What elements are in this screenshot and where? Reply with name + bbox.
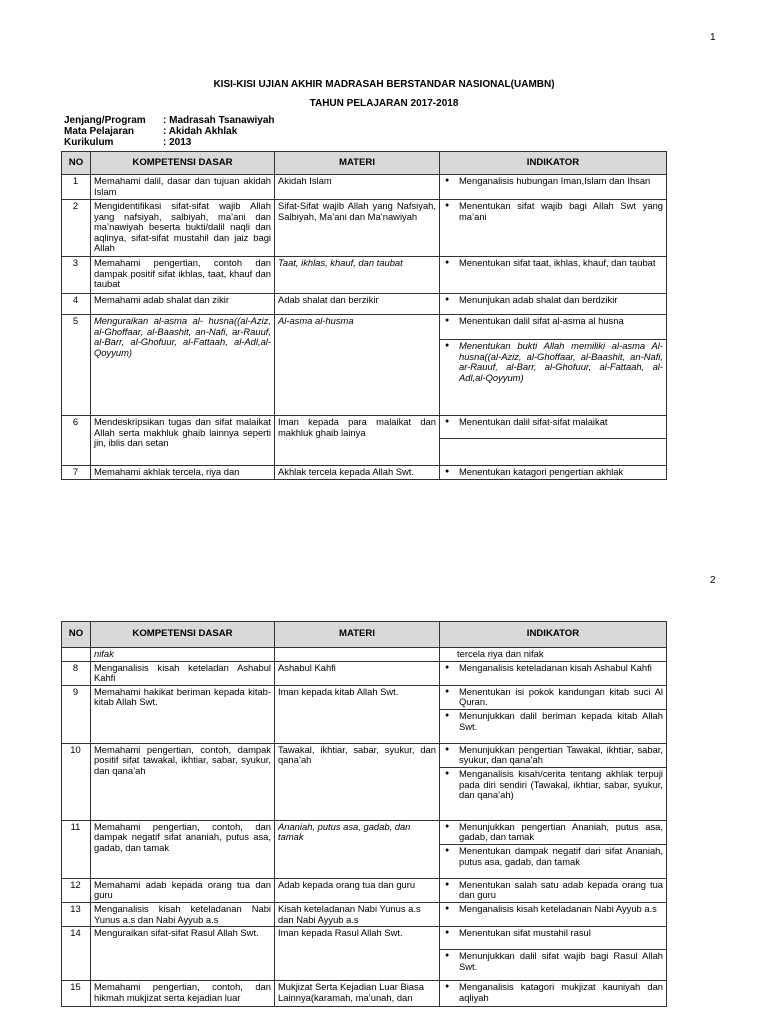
table-row xyxy=(62,902,667,926)
document-title: KISI-KISI UJIAN AKHIR MADRASAH BERSTANDAR NASIONAL(UAMBN) xyxy=(213,79,555,90)
row-no: 3 xyxy=(62,257,91,294)
row-no: 8 xyxy=(62,661,91,685)
indikator-item xyxy=(440,845,666,877)
row-kompetensi: Memahami dalil, dasar dan tujuan akidah Islam xyxy=(91,175,275,200)
header-indikator: INDIKATOR xyxy=(440,622,667,648)
bullet-icon: ● xyxy=(445,880,450,888)
row-materi: Kisah keteladanan Nabi Yunus a.s dan Nabi Ayyub a.s xyxy=(275,902,440,926)
meta-row xyxy=(64,126,275,137)
header-indikator: INDIKATOR xyxy=(440,152,667,175)
row-kompetensi xyxy=(91,466,275,480)
row-materi: Sifat-Sifat wajib Allah yang Nafsiyah, Salbiyah, Ma’ani dan Ma’nawiyah xyxy=(275,200,440,257)
table-row xyxy=(62,820,667,878)
row-kompetensi: Memahami pengertian, contoh, dan dampak negatif sifat ananiah, putus asa, gadab, dan tamak xyxy=(91,820,275,878)
row-materi: Iman kepada para malaikat dan makhluk ghaib lainya xyxy=(275,416,440,466)
indikator-text: Menunjukkan pengertian Ananiah, putus asa, gadab, dan tamak xyxy=(459,820,663,843)
indikator-text: Menunjukkan dalil beriman kepada kitab Allah Swt. xyxy=(459,709,663,732)
row-materi: Tawakal, ikhtiar, sabar, syukur, dan qana’ah xyxy=(275,743,440,820)
bullet-icon: ● xyxy=(445,687,450,695)
row-materi: Al-asma al-husma xyxy=(275,315,440,416)
row-materi: Iman kepada Rasul Allah Swt. xyxy=(275,927,440,981)
row-kompetensi: Menguraikan al-asma al- husna((al-Aziz, al-Ghoffaar, al-Baashit, an-Nafi, ar-Rauuf, al-Barr, al-Ghofuur, al-Fattaah, al-Adl,al-Qoyyum) xyxy=(91,315,275,416)
page-number: 1 xyxy=(710,32,716,43)
indikator-text: Menunjukkan dalil sifat wajib bagi Rasul Allah Swt. xyxy=(459,950,663,972)
row-materi: Mukjizat Serta Kejadian Luar Biasa Lainnya(karamah, ma’unah, dan xyxy=(275,981,440,1007)
row-no: 10 xyxy=(62,743,91,820)
indikator-text: Menunjukan adab shalat dan berdzikir xyxy=(459,294,618,305)
indikator-item xyxy=(440,662,666,675)
indikator-item xyxy=(440,340,666,412)
row-materi: Ananiah, putus asa, gadab, dan tamak xyxy=(275,820,440,878)
indikator-item xyxy=(440,257,666,270)
bullet-icon: ● xyxy=(445,822,450,830)
row-no: 12 xyxy=(62,878,91,902)
row-materi: Taat, ikhlas, khauf, dan taubat xyxy=(275,257,440,294)
row-kompetensi: Memahami pengertian, contoh dan dampak positif sifat ikhlas, taat, khauf dan taubat xyxy=(91,257,275,294)
bullet-icon: ● xyxy=(445,929,450,937)
page-number: 2 xyxy=(710,575,716,586)
meta-value: : Akidah Akhlak xyxy=(163,126,238,137)
row-no: 11 xyxy=(62,820,91,878)
row-no: 1 xyxy=(62,175,91,200)
row-materi-text: Akhlak tercela kepada Allah Swt. xyxy=(278,467,415,477)
indikator-item-empty xyxy=(440,439,666,459)
row-indikator xyxy=(440,743,667,820)
row-no: 4 xyxy=(62,294,91,315)
indikator-item xyxy=(440,200,666,223)
indikator-text: Menentukan sifat wajib bagi Allah Swt yang ma’ani xyxy=(459,200,663,222)
indikator-text: Menentukan salah satu adab kepada orang tua dan guru xyxy=(459,878,663,901)
bullet-icon: ● xyxy=(445,846,450,854)
row-materi: Adab shalat dan berzikir xyxy=(275,294,440,315)
indikator-text: Menentukan isi pokok kandungan kitab suci Al Quran. xyxy=(459,685,663,708)
row-kompetensi: Menganalisis kisah keteladanan Nabi Yunus a.s dan Nabi Ayyub a.s xyxy=(91,902,275,926)
bullet-icon: ● xyxy=(445,711,450,719)
row-indikator xyxy=(440,466,667,480)
indikator-item xyxy=(440,950,666,980)
table-row xyxy=(62,294,667,315)
bullet-icon: ● xyxy=(445,663,450,671)
header-no: NO xyxy=(62,622,91,648)
bullet-icon: ● xyxy=(445,983,450,991)
table-row xyxy=(62,416,667,466)
row-kompetensi-text: Memahami akhlak tercela, riya dan xyxy=(94,467,240,477)
meta-value: : Madrasah Tsanawiyah xyxy=(163,115,275,126)
indikator-text: Menentukan dampak negatif dari sifat Ananiah, putus asa, gadab, dan tamak xyxy=(459,844,663,867)
row-materi xyxy=(275,466,440,480)
indikator-item xyxy=(440,768,666,814)
bullet-icon: ● xyxy=(445,745,450,753)
table-row xyxy=(62,175,667,200)
document-meta xyxy=(64,115,275,148)
header-no: NO xyxy=(62,152,91,175)
indikator-text: Menentukan bukti Allah memiliki al-asma Al-husna((al-Aziz, al-Ghoffaar, al-Baashit, an-Nafi, ar-Rauuf, al-Barr, al-Ghofuur, al-Fattaah, al-Adl,al-Qoyyum) xyxy=(459,340,663,383)
row-no xyxy=(62,648,91,662)
indikator-item xyxy=(440,744,666,768)
row-indikator xyxy=(440,294,667,315)
indikator-item xyxy=(440,416,666,439)
row-indikator xyxy=(440,661,667,685)
row-kompetensi: Menganalisis kisah keteladan Ashabul Kahfi xyxy=(91,661,275,685)
row-materi xyxy=(275,648,440,662)
indikator-text: Menganalisis hubungan Iman,Islam dan Ihsan xyxy=(459,175,651,186)
row-no: 9 xyxy=(62,685,91,743)
indikator-text xyxy=(442,440,663,458)
row-materi: Adab kepada orang tua dan guru xyxy=(275,878,440,902)
bullet-icon: ● xyxy=(445,202,450,209)
indikator-item xyxy=(440,879,666,902)
row-indikator xyxy=(440,820,667,878)
bullet-icon: ● xyxy=(445,418,450,425)
table-row xyxy=(62,200,667,257)
indikator-item xyxy=(440,981,666,1004)
row-indikator xyxy=(440,927,667,981)
row-materi: Akidah Islam xyxy=(275,175,440,200)
row-materi: Ashabul Kahfi xyxy=(275,661,440,685)
row-kompetensi: Memahami adab kepada orang tua dan guru xyxy=(91,878,275,902)
row-no: 6 xyxy=(62,416,91,466)
indikator-item xyxy=(440,315,666,340)
indikator-text: Menunjukkan pengertian Tawakal, ikhtiar, sabar, syukur, dan qana’ah xyxy=(459,743,663,766)
row-indikator xyxy=(440,315,667,416)
row-no: 14 xyxy=(62,927,91,981)
row-kompetensi: Mengidentifikasi sifat-sifat wajib Allah yang nafsiyah, salbiyah, ma’ani dan ma’nawiyah beserta bukti/dalil naqli dan aqlinya, sifat-sifat mustahil dan jaiz bagi Allah xyxy=(91,200,275,257)
meta-label: Mata Pelajaran xyxy=(64,126,135,137)
row-indikator: tercela riya dan nifak xyxy=(440,648,667,662)
row-kompetensi: Mendeskripsikan tugas dan sifat malaikat Allah serta makhluk ghaib lainnya seperti jin, iblis dan setan xyxy=(91,416,275,466)
indikator-item xyxy=(440,466,666,479)
header-materi: MATERI xyxy=(275,622,440,648)
table-row xyxy=(62,466,667,480)
bullet-icon: ● xyxy=(445,769,450,777)
bullet-icon: ● xyxy=(445,342,450,349)
meta-value: : 2013 xyxy=(163,137,192,148)
row-indikator xyxy=(440,902,667,926)
meta-label: Jenjang/Program xyxy=(64,115,146,126)
row-kompetensi: Menguraikan sifat-sifat Rasul Allah Swt. xyxy=(91,927,275,981)
header-kompetensi-dasar: KOMPETENSI DASAR xyxy=(91,152,275,175)
row-indikator xyxy=(440,175,667,200)
indikator-item xyxy=(440,686,666,710)
indikator-text: Menganalisis kisah/cerita tentang akhlak terpuji pada diri sendiri (Tawakal, ikhtiar, sabar, syukur, dan qana’ah) xyxy=(459,767,663,801)
kisi-kisi-table-page1 xyxy=(61,151,667,480)
table-header-row xyxy=(62,622,667,648)
table-header-row xyxy=(62,152,667,175)
row-no: 7 xyxy=(62,466,91,480)
indikator-item xyxy=(440,175,666,188)
meta-row xyxy=(64,115,275,126)
header-materi: MATERI xyxy=(275,152,440,175)
row-no: 5 xyxy=(62,315,91,416)
indikator-item xyxy=(440,294,666,307)
table-row xyxy=(62,315,667,416)
row-kompetensi: Memahami adab shalat dan zikir xyxy=(91,294,275,315)
kisi-kisi-table-page2 xyxy=(61,621,667,1007)
table-row xyxy=(62,927,667,981)
bullet-icon: ● xyxy=(445,317,450,324)
row-indikator xyxy=(440,416,667,466)
indikator-text: Menganalisis kisah keteladanan Nabi Ayyub a.s xyxy=(459,902,657,914)
indikator-item xyxy=(440,710,666,742)
row-kompetensi: Memahami hakikat beriman kepada kitab-kitab Allah Swt. xyxy=(91,685,275,743)
document-subtitle: TAHUN PELAJARAN 2017-2018 xyxy=(309,98,459,109)
row-indikator xyxy=(440,878,667,902)
indikator-item xyxy=(440,821,666,845)
indikator-text: Menentukan katagori pengertian akhlak xyxy=(459,467,624,477)
row-no: 15 xyxy=(62,981,91,1007)
table-row xyxy=(62,257,667,294)
table-row xyxy=(62,743,667,820)
row-no: 2 xyxy=(62,200,91,257)
indikator-text: Menganalisis keteladanan kisah Ashabul Kahfi xyxy=(459,661,652,673)
row-kompetensi: Memahami pengertian, contoh, dan hikmah mukjizat serta kejadian luar xyxy=(91,981,275,1007)
row-indikator xyxy=(440,200,667,257)
row-indikator xyxy=(440,685,667,743)
table-row xyxy=(62,878,667,902)
table-row xyxy=(62,648,667,662)
row-no: 13 xyxy=(62,902,91,926)
row-kompetensi: Memahami pengertian, contoh, dampak positif sifat tawakal, ikhtiar, sabar, syukur, dan qana’ah xyxy=(91,743,275,820)
indikator-item xyxy=(440,903,666,916)
meta-row xyxy=(64,137,275,148)
bullet-icon: ● xyxy=(445,296,450,303)
indikator-text: Menganalisis katagori mukjizat kauniyah dan aqliyah xyxy=(459,981,663,1003)
row-materi: Iman kepada kitab Allah Swt. xyxy=(275,685,440,743)
bullet-icon: ● xyxy=(445,177,450,184)
bullet-icon: ● xyxy=(445,468,450,475)
bullet-icon: ● xyxy=(445,259,450,266)
row-indikator xyxy=(440,981,667,1007)
indikator-text: Menentukan sifat mustahil rasul xyxy=(459,927,591,939)
indikator-text: Menentukan dalil sifat-sifat malaikat xyxy=(459,416,608,427)
meta-label: Kurikulum xyxy=(64,137,114,148)
row-indikator xyxy=(440,257,667,294)
indikator-text: Menentukan dalil sifat al-asma al husna xyxy=(459,315,624,326)
indikator-text: Menentukan sifat taat, ikhlas, khauf, dan taubat xyxy=(459,257,656,268)
bullet-icon: ● xyxy=(445,904,450,912)
table-row xyxy=(62,661,667,685)
table-row xyxy=(62,685,667,743)
bullet-icon: ● xyxy=(445,952,450,960)
table-row xyxy=(62,981,667,1007)
row-kompetensi: nifak xyxy=(91,648,275,662)
indikator-item xyxy=(440,927,666,950)
header-kompetensi-dasar: KOMPETENSI DASAR xyxy=(91,622,275,648)
